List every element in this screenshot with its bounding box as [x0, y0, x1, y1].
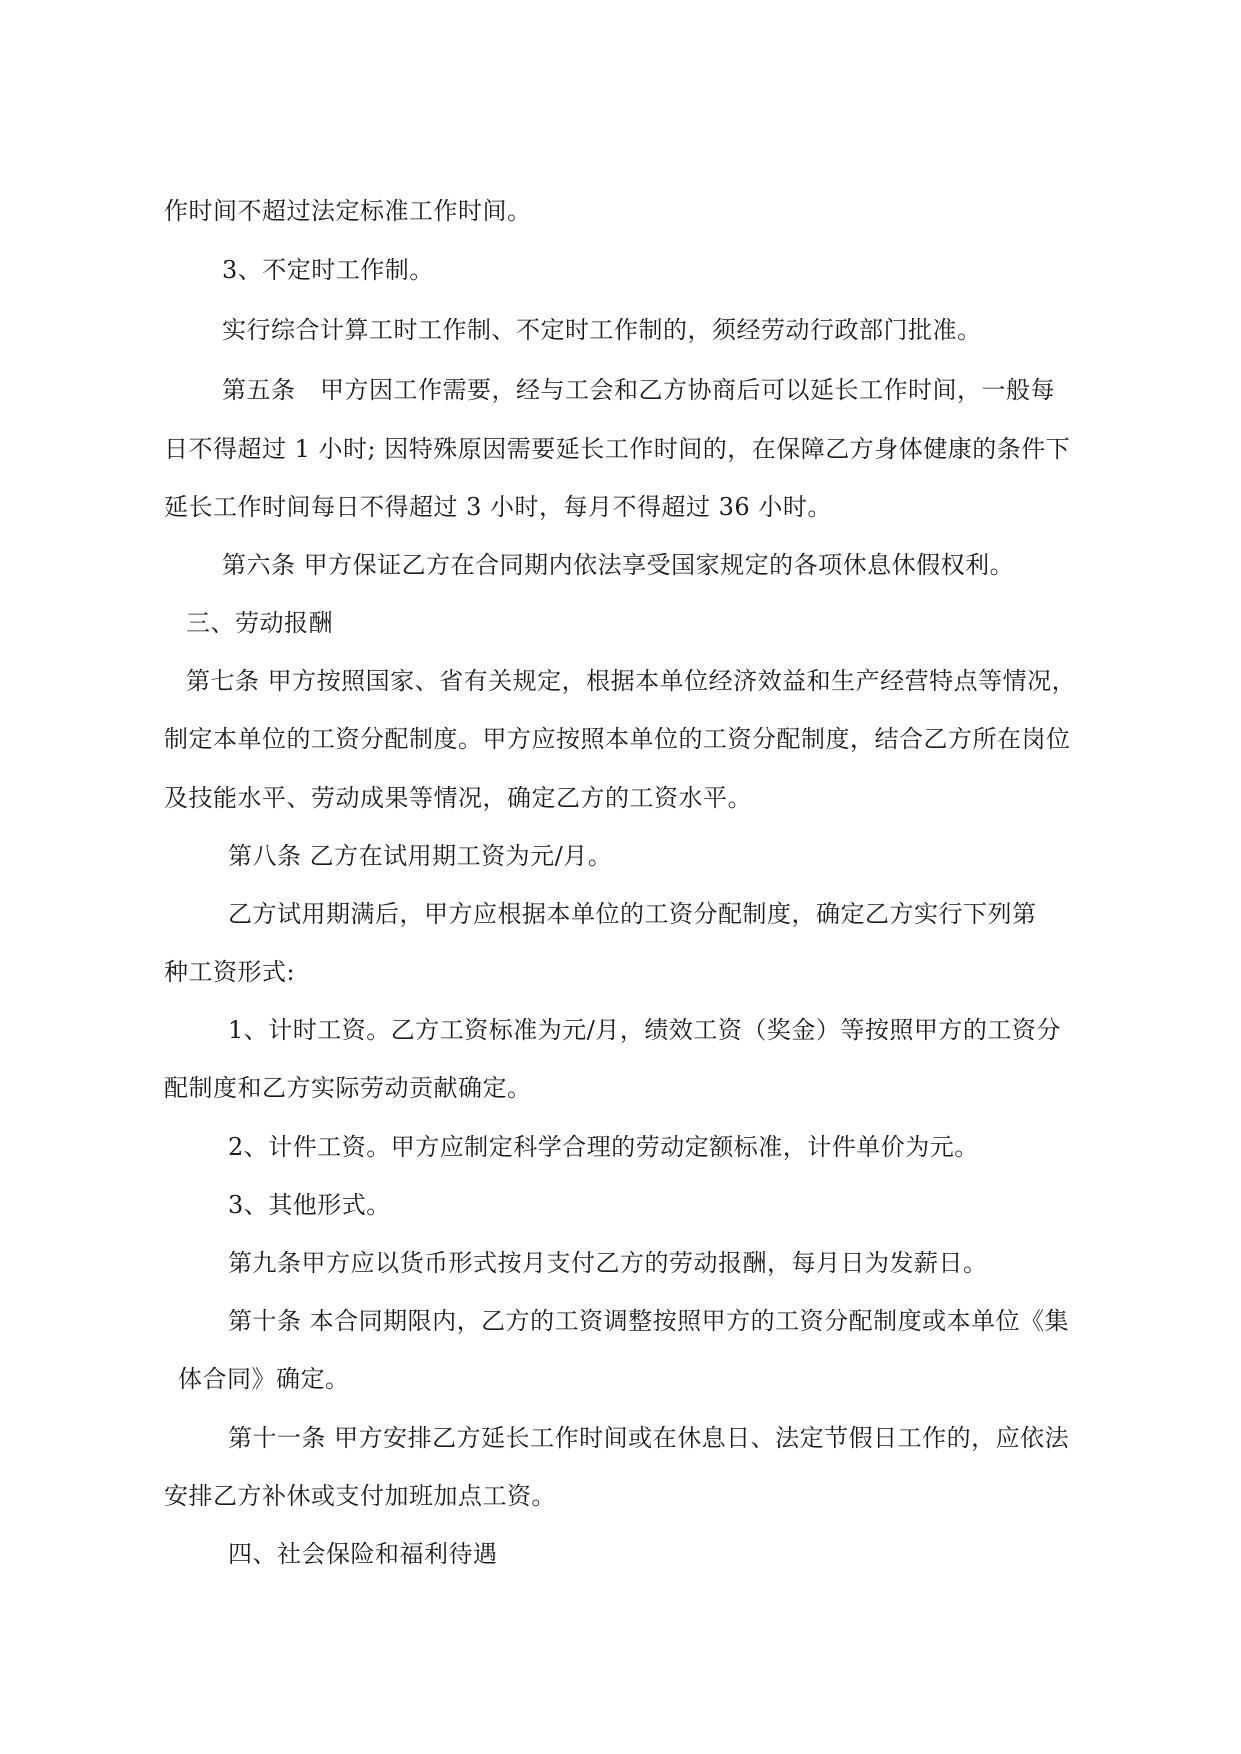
- text-line: 第十条 本合同期限内，乙方的工资调整按照甲方的工资分配制度或本单位《集: [228, 1307, 1070, 1335]
- text-line: 制定本单位的工资分配制度。甲方应按照本单位的工资分配制度，结合乙方所在岗位: [164, 725, 1071, 753]
- text-line: 3、不定时工作制。: [222, 256, 434, 284]
- text-line: 第九条甲方应以货币形式按月支付乙方的劳动报酬，每月日为发薪日。: [228, 1249, 988, 1277]
- text-line: 及技能水平、劳动成果等情况，确定乙方的工资水平。: [164, 784, 752, 812]
- text-line: 乙方试用期满后，甲方应根据本单位的工资分配制度，确定乙方实行下列第: [228, 900, 1037, 928]
- section-heading: 四、社会保险和福利待遇: [228, 1540, 498, 1568]
- section-heading: 三、劳动报酬: [186, 609, 333, 637]
- text-line: 第七条 甲方按照国家、省有关规定，根据本单位经济效益和生产经营特点等情况，: [186, 667, 1077, 695]
- text-line: 第十一条 甲方安排乙方延长工作时间或在休息日、法定节假日工作的，应依法: [228, 1424, 1070, 1452]
- text-line: 配制度和乙方实际劳动贡献确定。: [164, 1074, 532, 1102]
- text-line: 第六条 甲方保证乙方在合同期内依法享受国家规定的各项休息休假权利。: [222, 551, 1015, 579]
- text-line: 体合同》确定。: [178, 1365, 350, 1393]
- text-line: 1、计时工资。乙方工资标准为元/月，绩效工资（奖金）等按照甲方的工资分: [228, 1016, 1061, 1044]
- text-line: 实行综合计算工时工作制、不定时工作制的，须经劳动行政部门批准。: [222, 316, 982, 344]
- text-line: 2、计件工资。甲方应制定科学合理的劳动定额标准，计件单价为元。: [228, 1133, 979, 1161]
- text-line: 日不得超过 1 小时; 因特殊原因需要延长工作时间的，在保障乙方身体健康的条件下: [164, 435, 1071, 463]
- text-line: 第五条 甲方因工作需要，经与工会和乙方协商后可以延长工作时间，一般每: [222, 376, 1055, 404]
- text-line: 作时间不超过法定标准工作时间。: [164, 197, 532, 225]
- text-line: 安排乙方补休或支付加班加点工资。: [164, 1482, 556, 1510]
- text-line: 延长工作时间每日不得超过 3 小时，每月不得超过 36 小时。: [164, 493, 832, 521]
- text-line: 第八条 乙方在试用期工资为元/月。: [228, 842, 613, 870]
- text-line: 种工资形式:: [164, 958, 296, 986]
- text-line: 3、其他形式。: [228, 1191, 391, 1219]
